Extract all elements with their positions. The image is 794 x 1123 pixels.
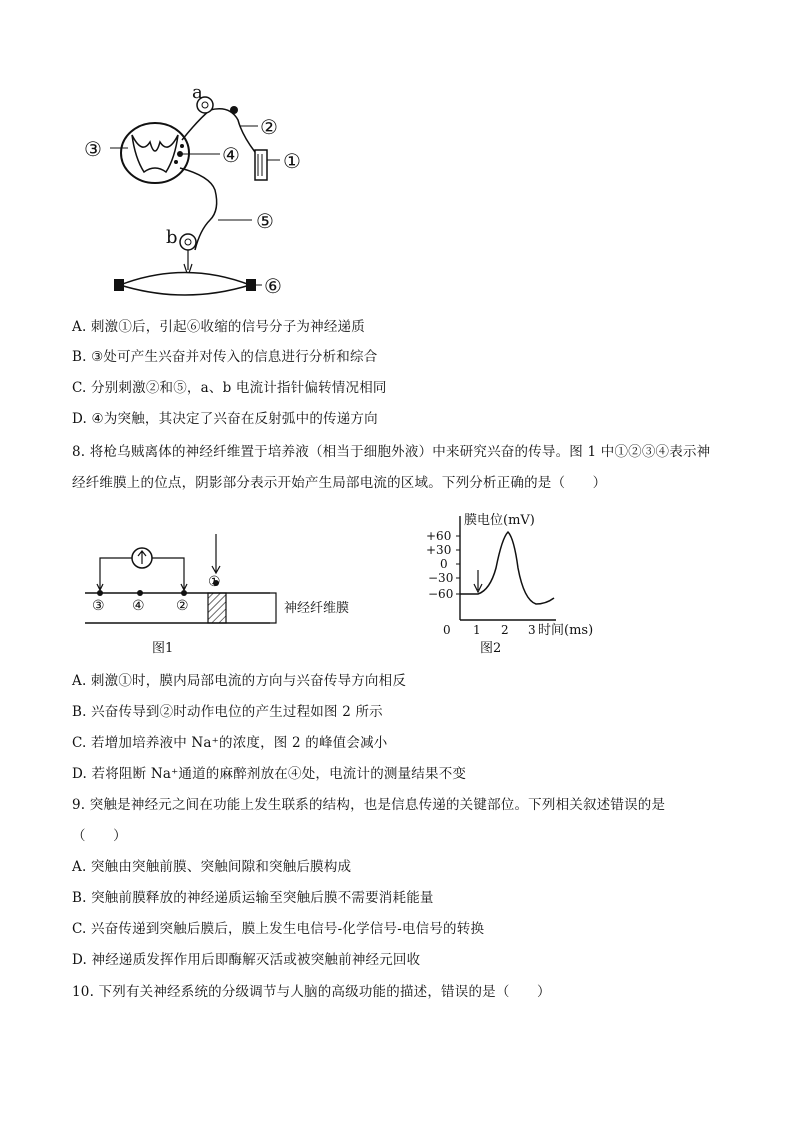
xtick-0: 0 [443,623,451,637]
fig2-caption: 图2 [480,641,502,656]
q7-option-c: C. 分别刺激②和⑤，a、b 电流计指针偏转情况相同 [72,380,387,396]
shaded-region [208,593,226,623]
label-a: a [192,82,203,103]
ytick-m60: −60 [428,587,454,601]
muscle [120,273,250,296]
receptor [255,150,267,180]
point-2: ② [176,598,189,614]
q8-figure2 [418,508,628,658]
xtick-2: 2 [501,623,509,637]
label-5: ⑤ [256,209,274,233]
membrane-label: 神经纤维膜 [284,601,350,616]
meter-b [180,234,196,250]
label-3: ③ [84,137,102,161]
q10-stem: 10. 下列有关神经系统的分级调节与人脑的高级功能的描述，错误的是（ ） [72,984,551,1000]
q7-option-b: B. ③处可产生兴奋并对传入的信息进行分析和综合 [72,349,378,365]
label-4: ④ [222,143,240,167]
q9-option-a: A. 突触由突触前膜、突触间隙和突触后膜构成 [72,859,352,875]
point-1: ① [208,574,221,590]
ytick-60: +60 [426,529,452,543]
q8-option-d: D. 若将阻断 Na⁺通道的麻醉剂放在④处，电流计的测量结果不变 [72,766,467,782]
potential-curve [460,532,554,604]
xtick-1: 1 [473,623,481,637]
q8-stem-line1: 8. 将枪乌贼离体的神经纤维置于培养液（相当于细胞外液）中来研究兴奋的传导。图 1 中①②③④表示神 [72,444,711,460]
afferent-nerve [182,109,255,152]
fig1-caption: 图1 [152,641,174,656]
q8-option-b: B. 兴奋传导到②时动作电位的产生过程如图 2 所示 [72,704,383,720]
x-axis-label: 时间(ms) [538,623,594,638]
label-6: ⑥ [264,274,282,298]
reflex-arc-figure [80,80,320,300]
stimulus-arrow [212,534,220,573]
q9-option-b: B. 突触前膜释放的神经递质运输至突触后膜不需要消耗能量 [72,890,434,906]
q7-option-d: D. ④为突触，其决定了兴奋在反射弧中的传递方向 [72,411,378,427]
label-2: ② [260,115,278,139]
q8-figure1 [80,528,380,658]
label-b: b [166,227,178,248]
q9-stem-line1: 9. 突触是神经元之间在功能上发生联系的结构，也是信息传递的关键部位。下列相关叙述错误的是 [72,797,666,813]
stimulus-arrow-2 [474,570,482,592]
ytick-30: +30 [426,543,452,557]
label-1: ① [283,149,301,173]
y-axis-label: 膜电位(mV) [464,513,535,528]
ytick-m30: −30 [428,571,454,585]
q7-option-a: A. 刺激①后，引起⑥收缩的信号分子为神经递质 [72,319,365,335]
q8-option-a: A. 刺激①时，膜内局部电流的方向与兴奋传导方向相反 [72,673,407,689]
ytick-0: 0 [440,557,448,571]
point-3: ③ [92,598,105,614]
q9-option-d: D. 神经递质发挥作用后即酶解灭活或被突触前神经元回收 [72,952,421,968]
xtick-3: 3 [528,623,536,637]
q8-stem-line2: 经纤维膜上的位点，阴影部分表示开始产生局部电流的区域。下列分析正确的是（ ） [72,475,607,491]
q9-option-c: C. 兴奋传递到突触后膜后，膜上发生电信号-化学信号-电信号的转换 [72,921,485,937]
q9-stem-line2: （ ） [72,828,127,844]
q8-option-c: C. 若增加培养液中 Na⁺的浓度，图 2 的峰值会减小 [72,735,388,751]
point-4: ④ [132,598,145,614]
